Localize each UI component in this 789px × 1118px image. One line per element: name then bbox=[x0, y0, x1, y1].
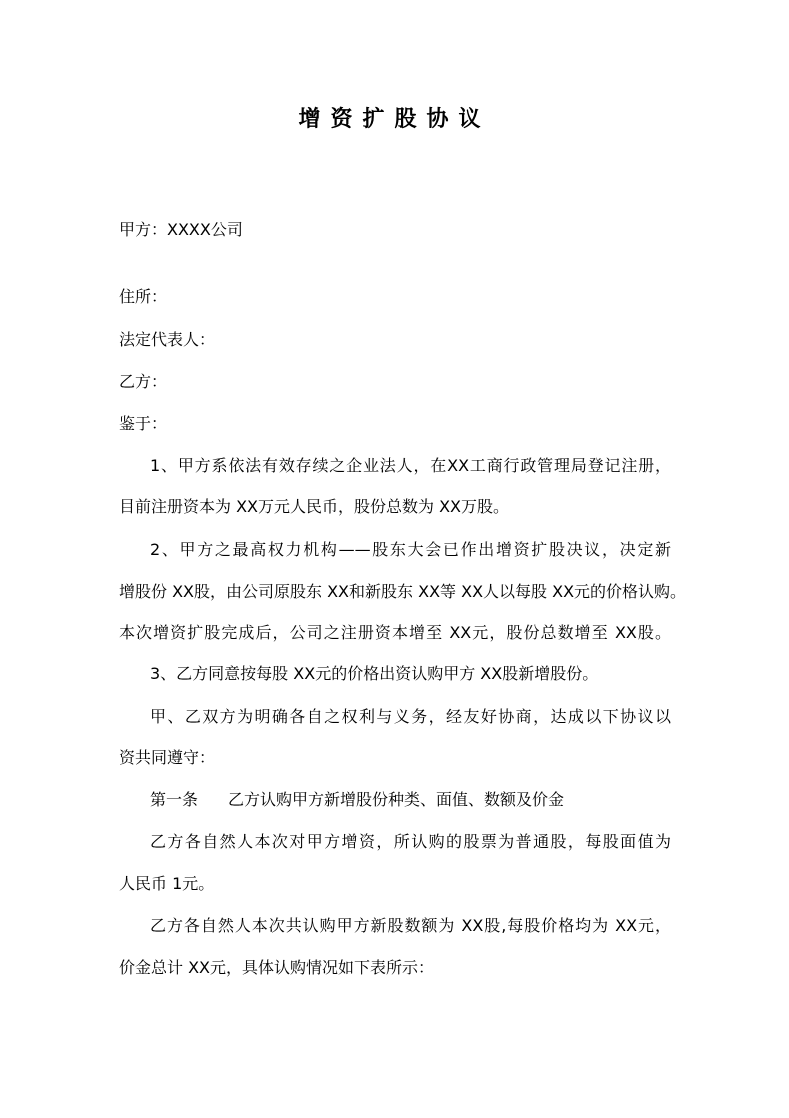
article-1-title: 乙方认购甲方新增股份种类、面值、数额及价金 bbox=[228, 790, 565, 809]
clause-2-line-1: 2、甲方之最高权力机构——股东大会已作出增资扩股决议，决定新 bbox=[150, 540, 671, 559]
whereas-line: 鉴于： bbox=[119, 414, 168, 433]
clause-2-line-2: 增股份 XX股，由公司原股东 XX和新股东 XX等 XX人以每股 XX元的价格认购。 bbox=[119, 582, 687, 601]
article-1-number: 第一条 bbox=[150, 790, 199, 809]
paragraph-2-line-1: 乙方各自然人本次共认购甲方新股数额为 XX股,每股价格均为 XX元， bbox=[150, 916, 671, 935]
clause-1-line-2: 目前注册资本为 XX万元人民币，股份总数为 XX万股。 bbox=[119, 497, 510, 516]
document-title: 增资扩股协议 bbox=[298, 106, 491, 132]
party-a-line: 甲方：XXXX公司 bbox=[119, 220, 243, 239]
agreement-line-2: 资共同遵守： bbox=[119, 748, 216, 767]
party-b-line: 乙方： bbox=[119, 372, 168, 391]
address-line: 住所： bbox=[119, 287, 168, 306]
legal-representative-line: 法定代表人： bbox=[119, 330, 216, 349]
clause-3-line: 3、乙方同意按每股 XX元的价格出资认购甲方 XX股新增股份。 bbox=[150, 664, 599, 683]
clause-2-line-3: 本次增资扩股完成后，公司之注册资本增至 XX元，股份总数增至 XX股。 bbox=[119, 623, 671, 642]
paragraph-1-line-1: 乙方各自然人本次对甲方增资，所认购的股票为普通股，每股面值为 bbox=[150, 832, 671, 851]
paragraph-2-line-2: 价金总计 XX元，具体认购情况如下表所示： bbox=[119, 958, 435, 977]
paragraph-1-line-2: 人民币 1元。 bbox=[119, 874, 215, 893]
article-1-heading bbox=[150, 788, 564, 812]
agreement-line-1: 甲、乙双方为明确各自之权利与义务，经友好协商，达成以下协议以 bbox=[150, 707, 671, 726]
clause-1-line-1: 1、甲方系依法有效存续之企业法人，在XX工商行政管理局登记注册， bbox=[150, 456, 671, 475]
